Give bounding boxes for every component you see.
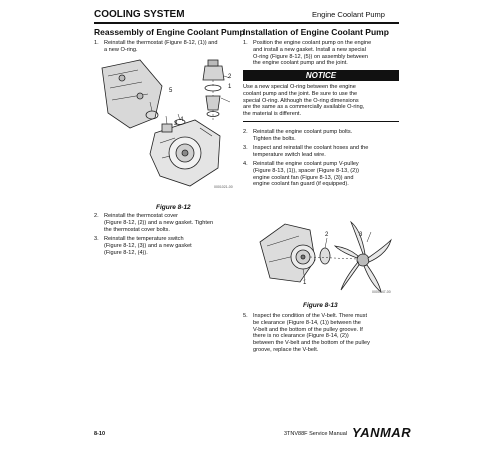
brand-logo: YANMAR bbox=[352, 425, 412, 440]
notice-line: special O-ring. Although the O-ring dimensions bbox=[243, 97, 359, 104]
step-line: (Figure 8-12, (4)). bbox=[104, 249, 148, 256]
left-step-1 bbox=[94, 40, 234, 54]
step-line: there is no clearance (Figure 8-14, (2)) bbox=[253, 333, 349, 340]
callout-5: 5 bbox=[169, 88, 173, 94]
figure-caption: Figure 8-13 bbox=[303, 302, 338, 309]
notice-text bbox=[243, 84, 401, 118]
step-line: O-ring (Figure 8-12, (5)) on assembly between bbox=[253, 53, 369, 60]
page-topic: Engine Coolant Pump bbox=[312, 10, 385, 19]
step-line: Inspect the condition of the V-belt. There must bbox=[253, 313, 368, 319]
step-text bbox=[253, 145, 368, 159]
callout-2: 2 bbox=[325, 232, 329, 238]
figure-id: 0001021-00 bbox=[214, 185, 233, 189]
step-number: 5. bbox=[243, 313, 248, 319]
notice-line: Use a new special O-ring between the engine bbox=[243, 84, 356, 90]
step-number: 1. bbox=[94, 40, 99, 46]
step-line: Reinstall the engine coolant pump bolts. bbox=[253, 129, 353, 135]
notice-rule bbox=[243, 121, 399, 122]
step-line: V-belt and the bottom of the pulley groove. If bbox=[253, 326, 363, 333]
notice-line: coolant pump and the joint. Be sure to use the bbox=[243, 90, 358, 97]
callout-3: 3 bbox=[174, 121, 178, 127]
figure-id: 0000947-00 bbox=[372, 290, 391, 294]
step-line: Reinstall the thermostat cover bbox=[104, 213, 178, 219]
step-number: 3. bbox=[94, 236, 99, 242]
step-line: engine coolant fan (Figure 8-13, (3)) and bbox=[253, 174, 354, 181]
step-line: groove, replace the V-belt. bbox=[253, 346, 319, 353]
callout-3: 3 bbox=[359, 232, 363, 238]
step-line: Reinstall the thermostat (Figure 8-12, (1)) and bbox=[104, 40, 218, 46]
step-line: between the V-belt and the bottom of the pulley bbox=[253, 340, 370, 347]
right-step-2 bbox=[243, 129, 401, 143]
step-line: (Figure 8-12, (2)) and a new gasket. Tighten bbox=[104, 219, 214, 226]
section-title: COOLING SYSTEM bbox=[94, 9, 185, 20]
left-step-3 bbox=[94, 236, 239, 257]
right-step-1 bbox=[243, 40, 401, 68]
step-line: be clearance (Figure 8-14, (1)) between the bbox=[253, 319, 361, 326]
step-line: temperature switch lead wire. bbox=[253, 151, 326, 158]
step-number: 2. bbox=[243, 129, 248, 135]
notice-banner: NOTICE bbox=[243, 70, 399, 81]
callout-2: 2 bbox=[228, 74, 232, 80]
step-text bbox=[253, 129, 352, 143]
step-line: Reinstall the engine coolant pump V-pulley bbox=[253, 161, 359, 167]
figure-8-12-drawing bbox=[100, 58, 240, 193]
right-step-5 bbox=[243, 313, 401, 355]
step-text bbox=[253, 161, 359, 188]
notice-line: the material is different. bbox=[243, 111, 302, 118]
figure-8-13-drawing bbox=[255, 212, 395, 300]
callout-1: 1 bbox=[303, 280, 307, 286]
callout-4: 4 bbox=[180, 117, 184, 123]
step-line: the engine coolant pump and the joint. bbox=[253, 60, 348, 67]
left-step-2 bbox=[94, 213, 239, 234]
reassembly-heading: Reassembly of Engine Coolant Pump bbox=[94, 27, 245, 37]
step-text bbox=[253, 313, 370, 354]
step-line: a new O-ring. bbox=[104, 46, 138, 53]
step-text bbox=[253, 40, 371, 67]
step-text bbox=[104, 213, 213, 233]
step-text bbox=[104, 40, 217, 54]
installation-heading: Installation of Engine Coolant Pump bbox=[243, 27, 389, 37]
page-number: 8-10 bbox=[94, 431, 106, 437]
notice-line: are the same as a commercially available O-ring, bbox=[243, 104, 365, 111]
step-number: 4. bbox=[243, 161, 248, 167]
manual-title: 3TNV88F Service Manual bbox=[284, 431, 347, 437]
step-line: Reinstall the temperature switch bbox=[104, 236, 184, 242]
step-line: and install a new gasket. Install a new special bbox=[253, 46, 366, 53]
step-line: Tighten the bolts. bbox=[253, 135, 296, 142]
header-rule bbox=[94, 22, 399, 24]
right-step-4 bbox=[243, 161, 401, 189]
right-step-3 bbox=[243, 145, 401, 159]
step-number: 2. bbox=[94, 213, 99, 219]
step-line: Inspect and reinstall the coolant hoses and the bbox=[253, 145, 369, 151]
step-number: 1. bbox=[243, 40, 248, 46]
step-line: Position the engine coolant pump on the engine bbox=[253, 40, 372, 46]
step-line: engine coolant fan guard (if equipped). bbox=[253, 181, 349, 188]
step-text bbox=[104, 236, 192, 256]
step-line: (Figure 8-13, (1)), spacer (Figure 8-13, (2)) bbox=[253, 167, 360, 174]
figure-caption: Figure 8-12 bbox=[156, 204, 191, 211]
step-line: (Figure 8-12, (3)) and a new gasket bbox=[104, 242, 192, 249]
step-number: 3. bbox=[243, 145, 248, 151]
step-line: the thermostat cover bolts. bbox=[104, 226, 170, 233]
callout-1: 1 bbox=[228, 84, 232, 90]
